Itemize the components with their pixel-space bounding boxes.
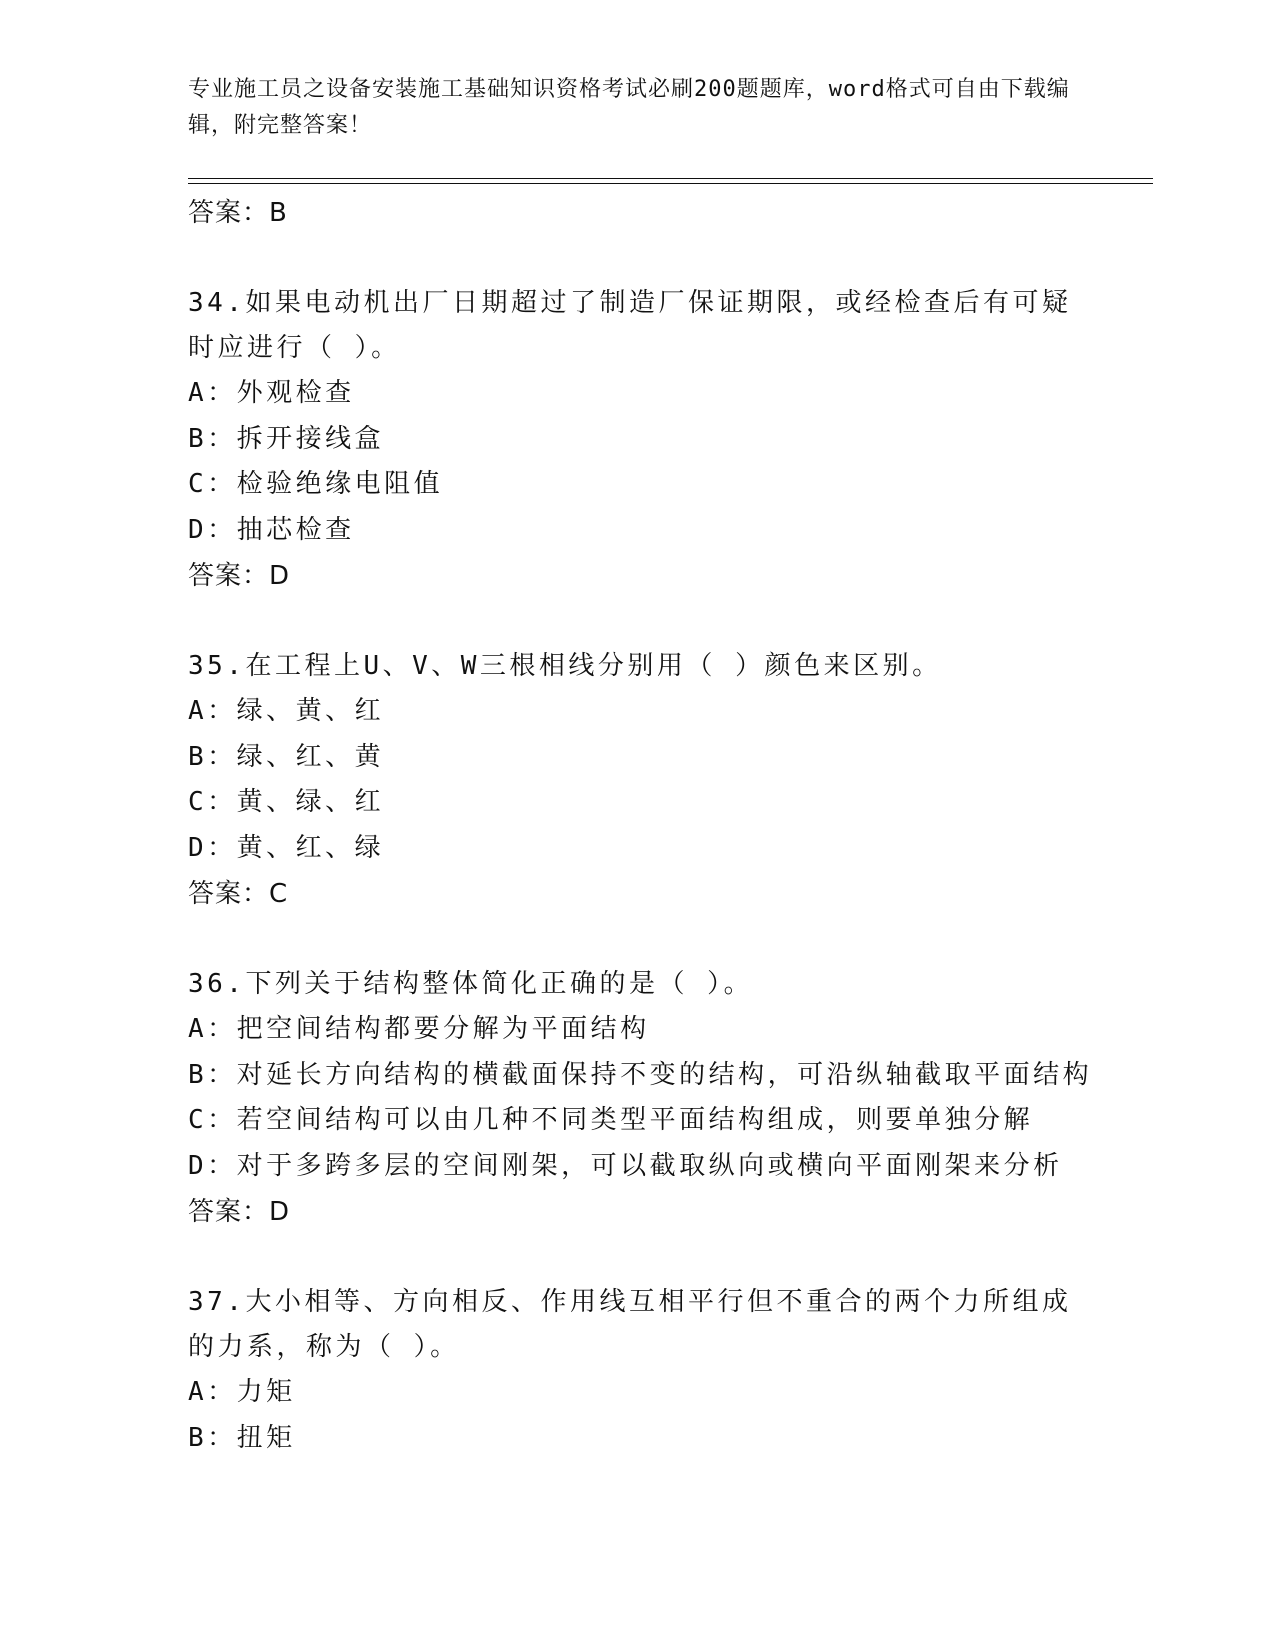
option-a: A：外观检查	[188, 378, 355, 408]
option-b: B：扭矩	[188, 1422, 296, 1453]
question-34	[188, 281, 1108, 599]
answer-prev: 答案：B	[188, 198, 288, 228]
option-b: B：绿、红、黄	[188, 741, 385, 772]
question-37	[188, 1280, 1108, 1461]
question-text: 35.在工程上U、V、W三根相线分别用（ ）颜色来区别。	[188, 651, 942, 681]
document-body	[188, 190, 1108, 1461]
option-d: D：抽芯检查	[188, 514, 355, 545]
question-text: 37.大小相等、方向相反、作用线互相平行但不重合的两个力所组成的力系，称为（ ）。	[188, 1287, 1072, 1362]
answer: 答案：D	[188, 561, 291, 591]
header-title: 专业施工员之设备安装施工基础知识资格考试必刷200题题库，word格式可自由下载编辑，附完整答案！	[188, 77, 1070, 138]
header-divider-top	[188, 178, 1153, 179]
option-d: D：黄、红、绿	[188, 832, 385, 863]
option-a: A：绿、黄、红	[188, 696, 385, 726]
page-header	[188, 72, 1088, 144]
option-b: B：对延长方向结构的横截面保持不变的结构，可沿纵轴截取平面结构	[188, 1059, 1093, 1090]
option-c: C：检验绝缘电阻值	[188, 469, 444, 499]
answer: 答案：D	[188, 1197, 291, 1227]
question-35	[188, 644, 1108, 917]
option-a: A：把空间结构都要分解为平面结构	[188, 1014, 650, 1044]
question-text: 36.下列关于结构整体简化正确的是（ ）。	[188, 969, 754, 999]
question-36	[188, 962, 1108, 1235]
option-a: A：力矩	[188, 1377, 296, 1407]
option-c: C：若空间结构可以由几种不同类型平面结构组成，则要单独分解	[188, 1105, 1034, 1135]
answer: 答案：C	[188, 879, 289, 909]
header-divider-bottom	[188, 183, 1153, 184]
option-d: D：对于多跨多层的空间刚架，可以截取纵向或横向平面刚架来分析	[188, 1150, 1063, 1181]
question-text: 34.如果电动机出厂日期超过了制造厂保证期限，或经检查后有可疑时应进行（ ）。	[188, 288, 1072, 363]
option-b: B：拆开接线盒	[188, 423, 385, 454]
option-c: C：黄、绿、红	[188, 787, 385, 817]
